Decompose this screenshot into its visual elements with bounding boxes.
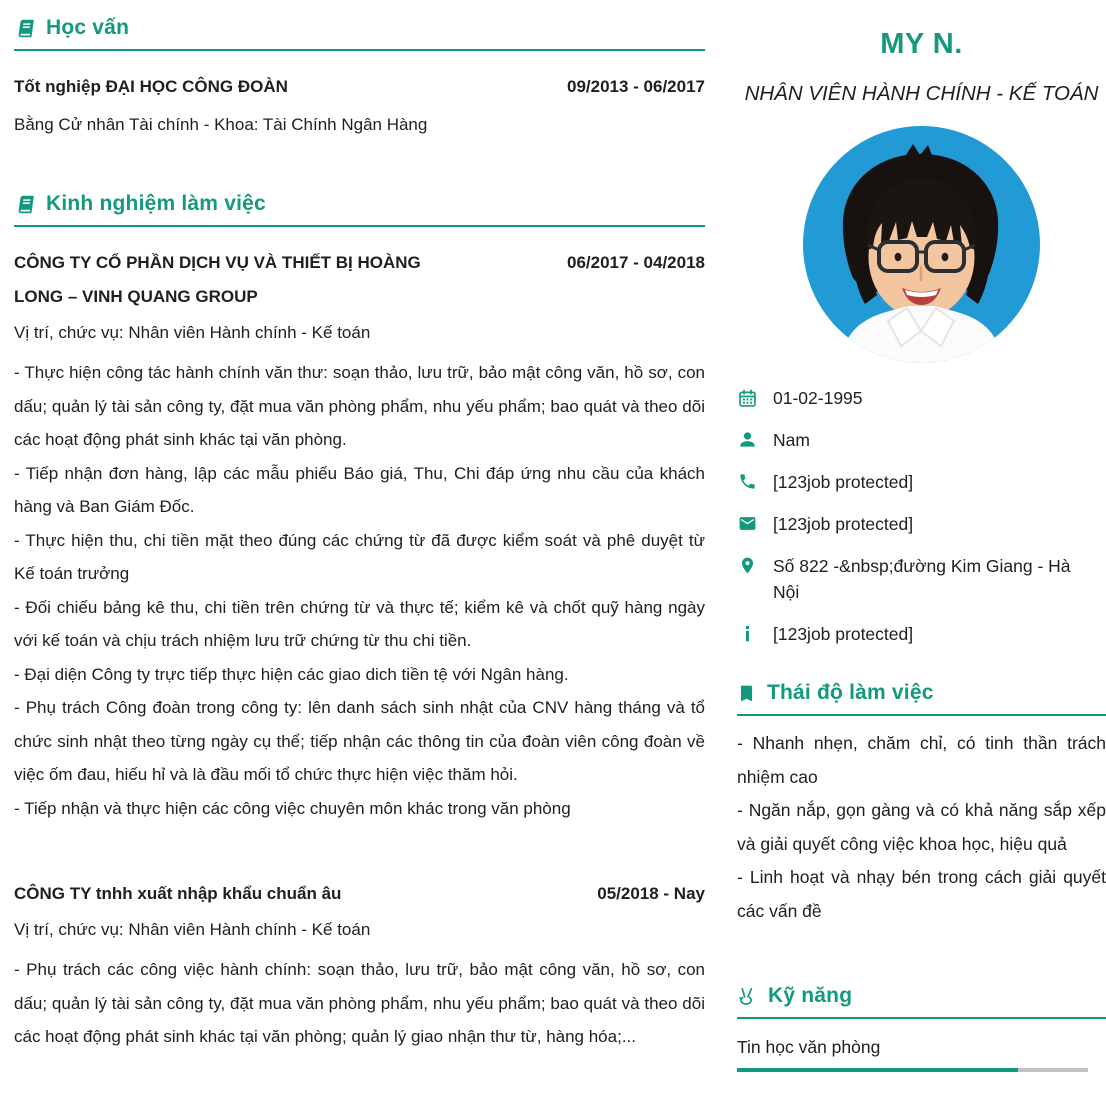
bullet: - Đại diện Công ty trực tiếp thực hiện các giao dich tiền tệ với Ngân hàng.: [14, 664, 569, 684]
phone-value: [123job protected]: [773, 472, 914, 492]
bullet: - Thực hiện công tác hành chính văn thư: soạn thảo, lưu trữ, bảo mật công văn, hồ sơ, con dấu; quản lý tài sản công ty, đặt mua văn phòng phẩm, nhu yếu phẩm; bao quát và theo dõi các hoạt động phát sinh khác tại văn phòng.: [14, 363, 705, 449]
company-name: CÔNG TY CỔ PHẦN DỊCH VỤ VÀ THIẾT BỊ HOÀNG LONG – VINH QUANG GROUP: [14, 253, 421, 306]
position-line: Vị trí, chức vụ: Nhân viên Hành chính - Kế toán: [14, 920, 371, 939]
education-entry: [14, 70, 705, 142]
experience-entry-date: 05/2018 - Nay: [597, 884, 705, 903]
bullet: - Tiếp nhận đơn hàng, lập các mẫu phiếu Báo giá, Thu, Chi đáp ứng nhu cầu của khách hàng và Ban Giám Đốc.: [14, 463, 705, 516]
map-marker-icon: [737, 553, 758, 605]
contact-row-email: [737, 511, 1106, 537]
envelope-icon: [737, 511, 758, 537]
main-column: [14, 16, 705, 1054]
bullet: - Thực hiện thu, chi tiền mặt theo đúng các chứng từ đã được kiểm soát và phê duyệt từ Kế toán trưởng: [14, 530, 705, 583]
section-skills: [737, 984, 1106, 1072]
experience-entry-header: [14, 246, 705, 314]
company-name: CÔNG TY tnhh xuất nhập khẩu chuẩn âu: [14, 884, 342, 903]
section-attitude: [737, 681, 1106, 928]
bullet: - Phụ trách các công việc hành chính: soạn thảo, lưu trữ, bảo mật công văn, hồ sơ, con dấu; quản lý tài sản công ty, đặt mua văn phòng phẩm, nhu yếu phẩm; bao quát và theo dõi các hoạt động phát sinh khác tại văn phòng; quản lý giao nhận thư từ, hàng hóa;...: [14, 960, 705, 1046]
experience-entry-1: [14, 246, 705, 825]
bullet: - Linh hoạt và nhạy bén trong cách giải quyết các vấn đề: [737, 867, 1106, 921]
info-icon: [737, 621, 758, 647]
email-value: [123job protected]: [773, 514, 914, 534]
education-entry-header: [14, 70, 705, 104]
skill-name: Tin học văn phòng: [737, 1037, 881, 1057]
education-entry-date: 09/2013 - 06/2017: [566, 77, 705, 96]
section-title-skills: Kỹ năng: [768, 984, 853, 1007]
skill-progress-fill: [737, 1068, 1018, 1072]
experience-heading: [14, 192, 705, 227]
bullet: - Ngăn nắp, gọn gàng và có khả năng sắp xếp và giải quyết công việc khoa học, hiệu quả: [737, 800, 1106, 854]
sidebar-column: [737, 12, 1106, 1072]
profile-photo: [803, 126, 1040, 363]
bullet: - Tiếp nhận và thực hiện các công việc chuyên môn khác trong văn phòng: [14, 798, 571, 818]
user-icon: [737, 427, 758, 453]
experience-entry-2: [14, 877, 705, 1054]
info-value: [123job protected]: [773, 624, 914, 644]
education-entry-description: Bằng Cử nhân Tài chính - Khoa: Tài Chính Ngân Hàng: [14, 115, 428, 134]
bookmark-icon: [737, 684, 756, 703]
skill-progress-bar: [737, 1068, 1088, 1072]
experience-bullets: [14, 356, 705, 825]
education-entry-title: Tốt nghiệp ĐẠI HỌC CÔNG ĐOÀN: [14, 77, 288, 96]
bullet: - Đối chiếu bảng kê thu, chi tiền trên chứng từ và thực tế; kiểm kê và chốt quỹ hàng ngày với kế toán và chịu trách nhiệm lưu trữ chứng từ thu chi tiền.: [14, 597, 705, 650]
bullet: - Phụ trách Công đoàn trong công ty: lên danh sách sinh nhật của CNV hàng tháng và tổ chức sinh nhật theo từng ngày cụ thể; tiếp nhận các thông tin của đoàn viên công đoàn về việc ốm đau, hiếu hỉ và là đầu mối tổ chức thực hiện việc thăm hỏi.: [14, 698, 705, 784]
birthday-value: 01-02-1995: [773, 388, 863, 408]
person-name: MY N.: [880, 28, 963, 60]
section-title-education: Học vấn: [46, 16, 130, 39]
person-job-title: NHÂN VIÊN HÀNH CHÍNH - KẾ TOÁN: [744, 82, 1099, 105]
contact-row-phone: [737, 469, 1106, 495]
education-heading: [14, 16, 705, 51]
phone-icon: [737, 469, 758, 495]
experience-entry-date: 06/2017 - 04/2018: [566, 253, 705, 272]
book-icon: [14, 194, 35, 215]
bullet: - Nhanh nhẹn, chăm chỉ, có tinh thần trách nhiệm cao: [737, 733, 1106, 787]
experience-entry-header: [14, 877, 705, 911]
contact-row-info: [737, 621, 1106, 647]
contact-row-address: [737, 553, 1106, 605]
section-title-experience: Kinh nghiệm làm việc: [46, 192, 266, 215]
contact-row-gender: [737, 427, 1106, 453]
gender-value: Nam: [773, 430, 810, 450]
contact-row-birthday: [737, 385, 1106, 411]
attitude-heading: [737, 681, 1106, 716]
contact-info: [737, 385, 1106, 647]
victory-hand-icon: [737, 986, 757, 1006]
book-icon: [14, 18, 35, 39]
attitude-bullets: [737, 727, 1106, 928]
section-experience: [14, 192, 705, 1054]
experience-bullets: [14, 953, 705, 1054]
calendar-icon: [737, 385, 758, 411]
address-value: Số 822 -&nbsp;đường Kim Giang - Hà Nội: [773, 556, 1071, 602]
skills-heading: [737, 984, 1106, 1019]
position-line: Vị trí, chức vụ: Nhân viên Hành chính - Kế toán: [14, 323, 371, 342]
section-title-attitude: Thái độ làm việc: [767, 681, 934, 704]
section-education: [14, 16, 705, 142]
